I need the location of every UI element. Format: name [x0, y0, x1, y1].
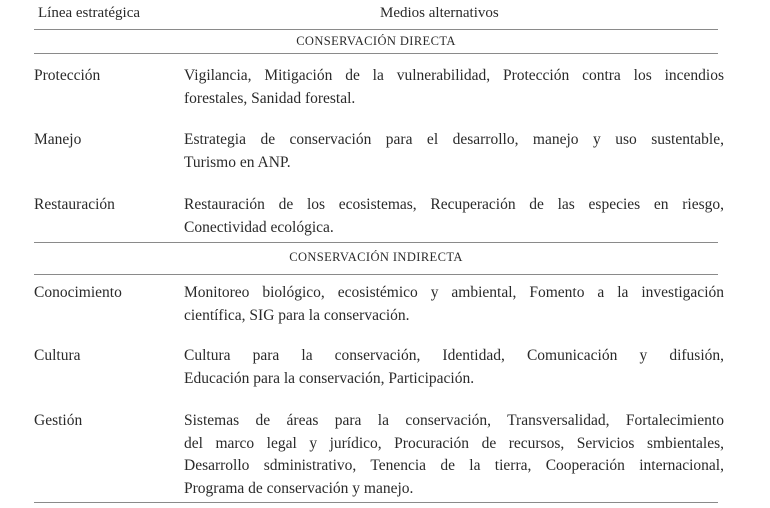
row-description — [184, 345, 724, 390]
row-label: Conocimiento — [34, 284, 122, 301]
section-indirect-bottom-rule — [34, 274, 718, 275]
description-line: Turismo en ANP. — [184, 153, 291, 171]
section-direct-bottom-rule — [34, 53, 718, 54]
table-bottom-rule — [34, 502, 718, 503]
section-title-conservacion-directa: CONSERVACIÓN DIRECTA — [296, 34, 456, 48]
description-line: Vigilancia, Mitigación de la vulnerabilidad, Protección contra los incendios — [184, 67, 724, 84]
description-line: Monitoreo biológico, ecosistémico y ambiental, Fomento a la investigación — [184, 284, 724, 301]
description-line: Restauración de los ecosistemas, Recuperación de las especies en riesgo, — [184, 196, 724, 213]
table-header — [34, 5, 718, 25]
row-label: Cultura — [34, 347, 81, 364]
row-label: Manejo — [34, 131, 82, 148]
header-linea-estrategica: Línea estratégica — [38, 5, 141, 21]
header-medios-alternativos: Medios alternativos — [380, 5, 499, 21]
description-line: Desarrollo sdministrativo, Tenencia de la tierra, Cooperación internacional, — [184, 457, 724, 474]
row-description — [184, 282, 724, 327]
description-line: Conectividad ecológica. — [184, 218, 334, 236]
description-line: forestales, Sanidad forestal. — [184, 89, 356, 107]
row-label: Protección — [34, 67, 101, 84]
row-label: Restauración — [34, 196, 115, 213]
row-description — [184, 194, 724, 239]
row-description — [184, 129, 724, 174]
section-title-conservacion-indirecta: CONSERVACIÓN INDIRECTA — [289, 250, 463, 264]
description-line: del marco legal y jurídico, Procuración de recursos, Servicios smbientales, — [184, 434, 724, 452]
description-line: Cultura para la conservación, Identidad, Comunicación y difusión, — [184, 347, 724, 364]
header-bottom-rule — [34, 29, 718, 30]
description-line: Sistemas de áreas para la conservación, Transversalidad, Fortalecimiento — [184, 412, 724, 429]
description-line: científica, SIG para la conservación. — [184, 306, 410, 324]
description-line: Educación para la conservación, Participación. — [184, 369, 475, 387]
description-line: Programa de conservación y manejo. — [184, 479, 414, 497]
description-line: Estrategia de conservación para el desarrollo, manejo y uso sustentable, — [184, 131, 724, 148]
row-description — [184, 410, 724, 500]
section-indirect-top-rule — [34, 242, 718, 243]
row-description — [184, 65, 724, 110]
row-label: Gestión — [34, 412, 83, 429]
